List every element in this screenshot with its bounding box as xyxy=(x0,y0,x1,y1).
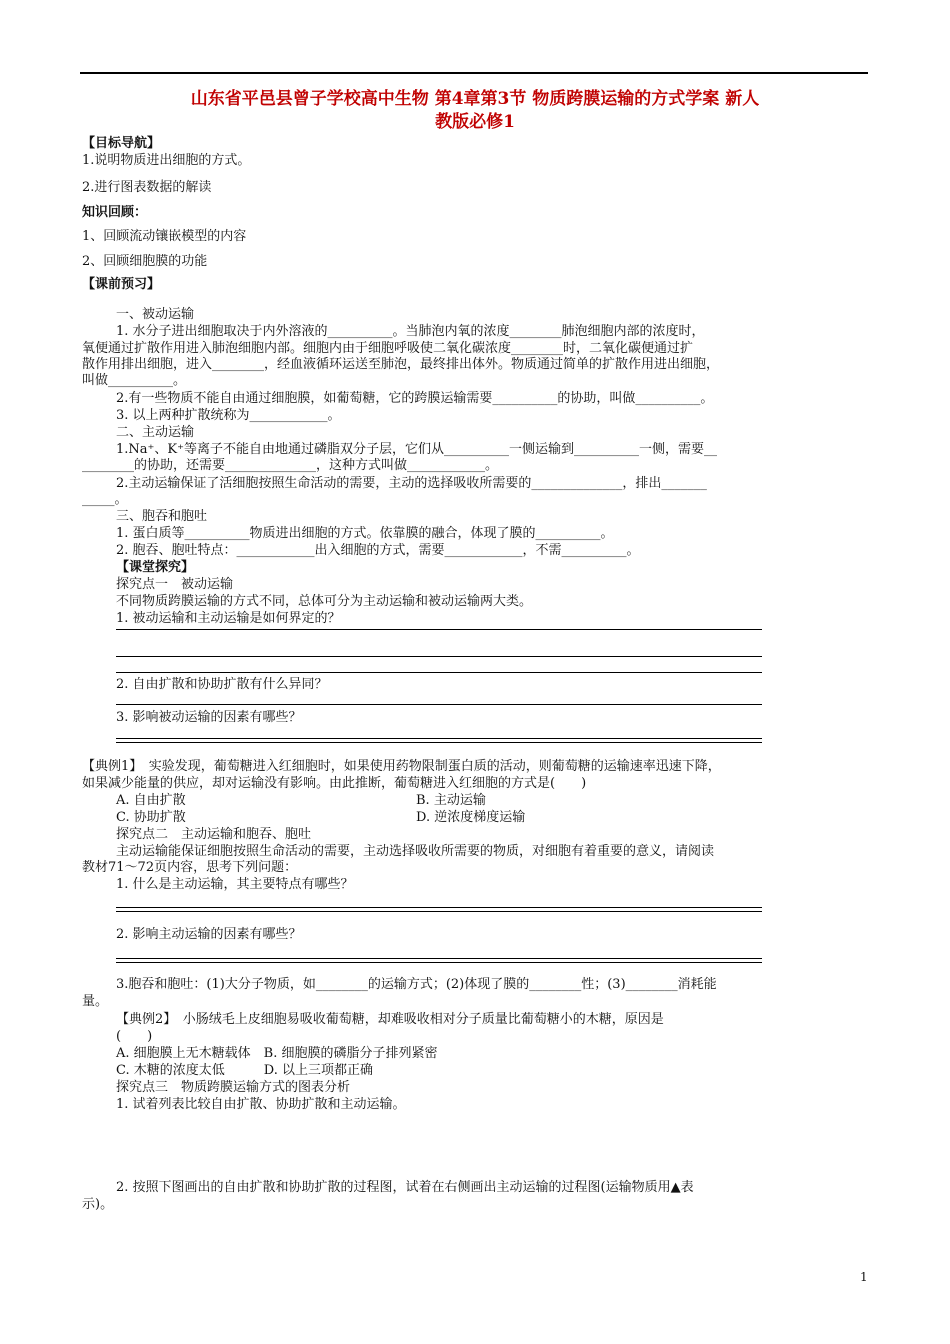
question: 1. 什么是主动运输，其主要特点有哪些？ xyxy=(116,877,354,892)
choice-option: A. 细胞膜上无木糖载体 B. 细胞膜的磷脂分子排列紧密 xyxy=(116,1046,438,1061)
section-heading-explore: 【课堂探究】 xyxy=(116,560,195,575)
paragraph-line: 量。 xyxy=(82,994,109,1009)
question: 3. 影响被动运输的因素有哪些？ xyxy=(116,710,302,725)
question: 2. 影响主动运输的因素有哪些？ xyxy=(116,927,302,942)
fill-in-question: 2. 胞吞、胞吐特点：____________出入细胞的方式，需要____________，不需__________。 xyxy=(116,543,640,558)
answer-line xyxy=(116,907,762,908)
paragraph-line: 教材71～72页内容，思考下列问题： xyxy=(82,860,298,875)
choice-option: D. 逆浓度梯度运输 xyxy=(416,810,526,825)
paragraph-line: 散作用排出细胞，进入________，经血液循环运送至肺泡，最终排出体外。物质通过简单的扩散作用进出细胞， xyxy=(82,357,720,372)
subheading: 二、主动运输 xyxy=(116,425,195,440)
subheading: 探究点三 物质跨膜运输方式的图表分析 xyxy=(116,1080,351,1095)
question: 2. 按照下图画出的自由扩散和协助扩散的过程图，试着在右侧画出主动运输的过程图(运输物质用▲表 xyxy=(116,1180,694,1195)
answer-bracket: ( ) xyxy=(116,1029,153,1044)
answer-line xyxy=(116,958,762,959)
page-number: 1 xyxy=(860,1270,868,1284)
paragraph-line: 如果减少能量的供应，却对运输没有影响。由此推断，葡萄糖进入红细胞的方式是( ) xyxy=(82,776,587,791)
fill-in-question: 3. 以上两种扩散统称为____________。 xyxy=(116,408,341,423)
answer-line xyxy=(116,962,762,963)
title-line-1: 山东省平邑县曾子学校高中生物 第4章第3节 物质跨膜运输的方式学案 新人 xyxy=(190,89,760,109)
paragraph-line: 氧便通过扩散作用进入肺泡细胞内部。细胞内由于细胞呼吸使二氧化碳浓度________时，二氧化碳便通过扩 xyxy=(82,341,694,356)
paragraph-line: 叫做__________。 xyxy=(82,373,187,388)
paragraph-line: _____。 xyxy=(82,492,128,507)
question: 2. 自由扩散和协助扩散有什么异同？ xyxy=(116,677,328,692)
section-heading-goals: 【目标导航】 xyxy=(82,136,161,151)
goal-item: 1.说明物质进出细胞的方式。 xyxy=(82,153,251,168)
paragraph-line: 示)。 xyxy=(82,1197,114,1212)
choice-option: B. 主动运输 xyxy=(416,793,486,808)
fill-in-question: 2.主动运输保证了活细胞按照生命活动的需要，主动的选择吸收所需要的______________，排出_______ xyxy=(116,476,707,491)
choice-option: C. 协助扩散 xyxy=(116,810,186,825)
goal-item: 2.进行图表数据的解读 xyxy=(82,180,212,195)
subheading: 三、胞吞和胞吐 xyxy=(116,509,208,524)
paragraph-line: 主动运输能保证细胞按照生命活动的需要，主动选择吸收所需要的物质，对细胞有着重要的意义，请阅读 xyxy=(116,844,715,859)
fill-in-question: 1. 水分子进出细胞取决于内外溶液的__________。当肺泡内氧的浓度________肺泡细胞内部的浓度时， xyxy=(116,324,705,339)
subheading: 一、被动运输 xyxy=(116,307,195,322)
choice-option: A. 自由扩散 xyxy=(116,793,186,808)
answer-line xyxy=(116,672,762,673)
page-title xyxy=(80,88,870,134)
answer-line xyxy=(116,742,762,743)
fill-in-question: 1. 蛋白质等__________物质进出细胞的方式。依靠膜的融合，体现了膜的__________。 xyxy=(116,526,614,541)
section-heading-preview: 【课前预习】 xyxy=(82,277,161,292)
answer-line xyxy=(116,738,762,739)
header-rule xyxy=(80,72,868,74)
fill-in-question: 3.胞吞和胞吐：(1)大分子物质，如________的运输方式；(2)体现了膜的________性；(3)________消耗能 xyxy=(116,977,717,992)
question: 1. 试着列表比较自由扩散、协助扩散和主动运输。 xyxy=(116,1097,406,1112)
section-heading-review: 知识回顾： xyxy=(82,205,148,220)
example-question: 【典例1】 实验发现，葡萄糖进入红细胞时，如果使用药物限制蛋白质的活动，则葡萄糖的运输速率迅速下降， xyxy=(82,759,721,774)
review-item: 1、回顾流动镶嵌模型的内容 xyxy=(82,229,247,244)
subheading: 探究点二 主动运输和胞吞、胞吐 xyxy=(116,827,312,842)
answer-line xyxy=(116,656,762,657)
answer-line xyxy=(116,911,762,912)
choice-option: C. 木糖的浓度太低 D. 以上三项都正确 xyxy=(116,1063,373,1078)
answer-line xyxy=(116,629,762,630)
subheading: 探究点一 被动运输 xyxy=(116,577,234,592)
title-line-2: 教版必修1 xyxy=(435,112,515,132)
paragraph-line: ________的协助，还需要______________，这种方式叫做____________。 xyxy=(82,458,499,473)
question: 1. 被动运输和主动运输是如何界定的？ xyxy=(116,611,341,626)
fill-in-question: 1.Na⁺、K⁺等离子不能自由地通过磷脂双分子层，它们从__________一侧运输到__________一侧，需要__ xyxy=(116,442,717,457)
fill-in-question: 2.有一些物质不能自由通过细胞膜，如葡萄糖，它的跨膜运输需要__________的协助，叫做__________。 xyxy=(116,391,714,406)
paragraph-line: 不同物质跨膜运输的方式不同，总体可分为主动运输和被动运输两大类。 xyxy=(116,594,533,609)
answer-line xyxy=(116,704,762,705)
example-question: 【典例2】 小肠绒毛上皮细胞易吸收葡萄糖，却难吸收相对分子质量比葡萄糖小的木糖，原因是 xyxy=(116,1012,664,1027)
review-item: 2、回顾细胞膜的功能 xyxy=(82,254,208,269)
